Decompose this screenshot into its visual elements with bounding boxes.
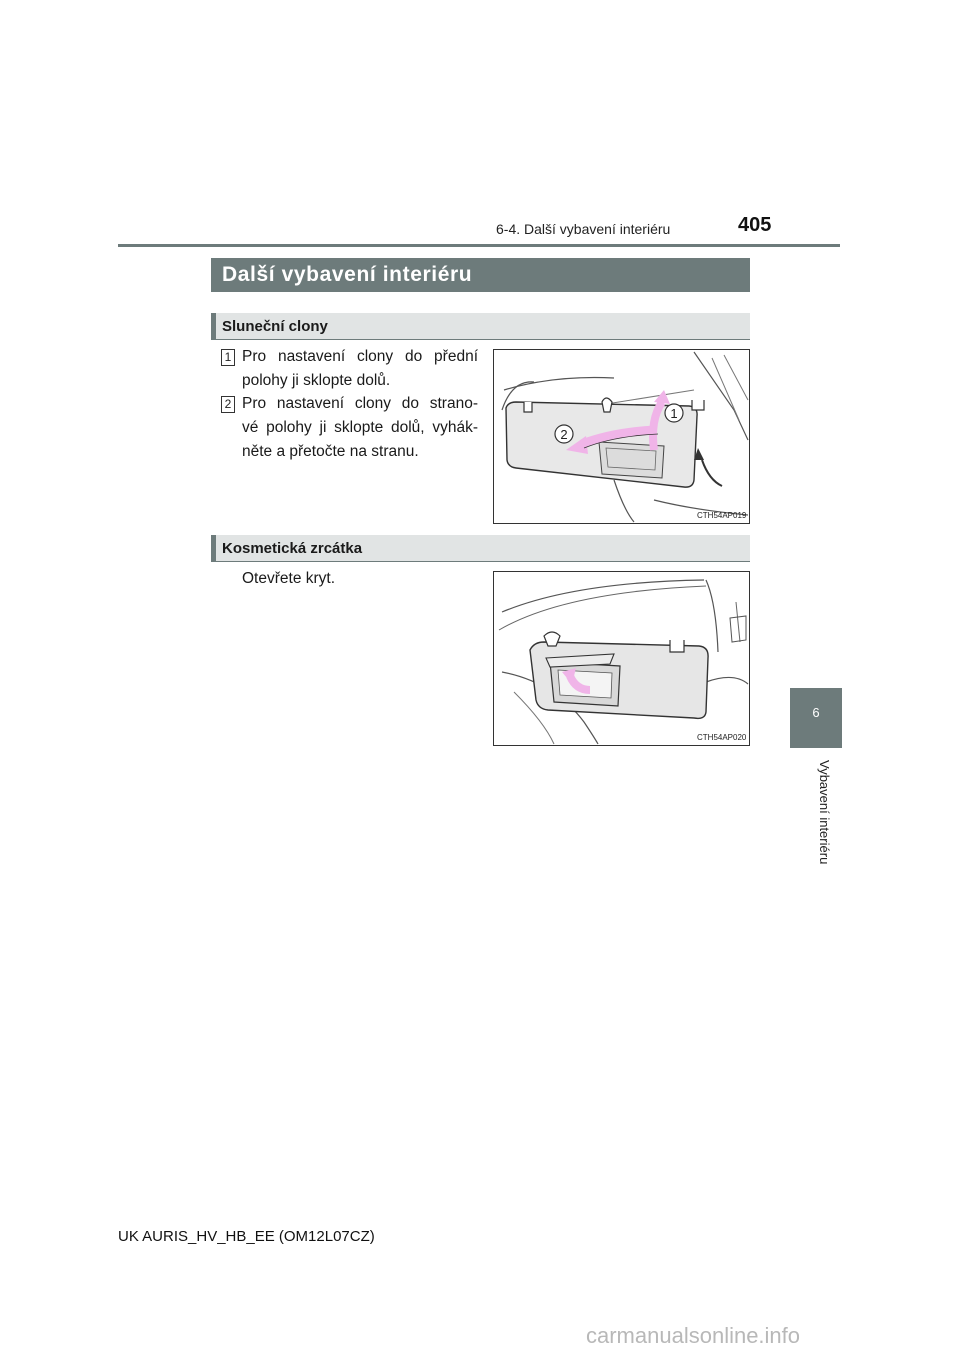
step-text-1 <box>242 345 478 393</box>
chapter-label: Vybavení interiéru <box>817 760 832 865</box>
figure-code: CTH54AP020 <box>697 733 747 742</box>
figure-code: CTH54AP019 <box>697 511 747 520</box>
chapter-number: 6 <box>812 705 820 720</box>
step-text-2 <box>242 392 478 464</box>
section-marker <box>211 313 216 340</box>
sun-visor-figure <box>493 349 750 524</box>
text-line: polohy ji sklopte dolů. <box>242 372 391 389</box>
vanity-mirror-figure <box>493 571 750 746</box>
text-line: Pro nastavení clony do přední <box>242 348 478 365</box>
text-line: vé polohy ji sklopte dolů, vyhák- <box>242 419 478 436</box>
sun-visor-illustration <box>494 350 749 523</box>
vanity-mirror-illustration <box>494 572 749 745</box>
instruction-text: Otevřete kryt. <box>242 570 336 587</box>
callout-1: 1 <box>670 406 678 421</box>
section-marker <box>211 535 216 562</box>
text-line: něte a přetočte na stranu. <box>242 443 419 460</box>
manual-code-footer: UK AURIS_HV_HB_EE (OM12L07CZ) <box>118 1228 375 1245</box>
section-title-vanity-mirrors: Kosmetická zrcátka <box>222 540 363 557</box>
callout-2: 2 <box>560 427 568 442</box>
watermark: carmanualsonline.info <box>586 1323 801 1348</box>
page-title: Další vybavení interiéru <box>222 263 473 286</box>
step-number-2: 2 <box>221 396 235 413</box>
text-line: Pro nastavení clony do strano- <box>242 395 478 412</box>
section-title-sun-visors: Sluneční clony <box>222 318 328 335</box>
step-number-1: 1 <box>221 349 235 366</box>
header-rule <box>118 244 840 247</box>
page-number: 405 <box>738 214 772 236</box>
running-header: 6-4. Další vybavení interiéru <box>496 221 671 237</box>
